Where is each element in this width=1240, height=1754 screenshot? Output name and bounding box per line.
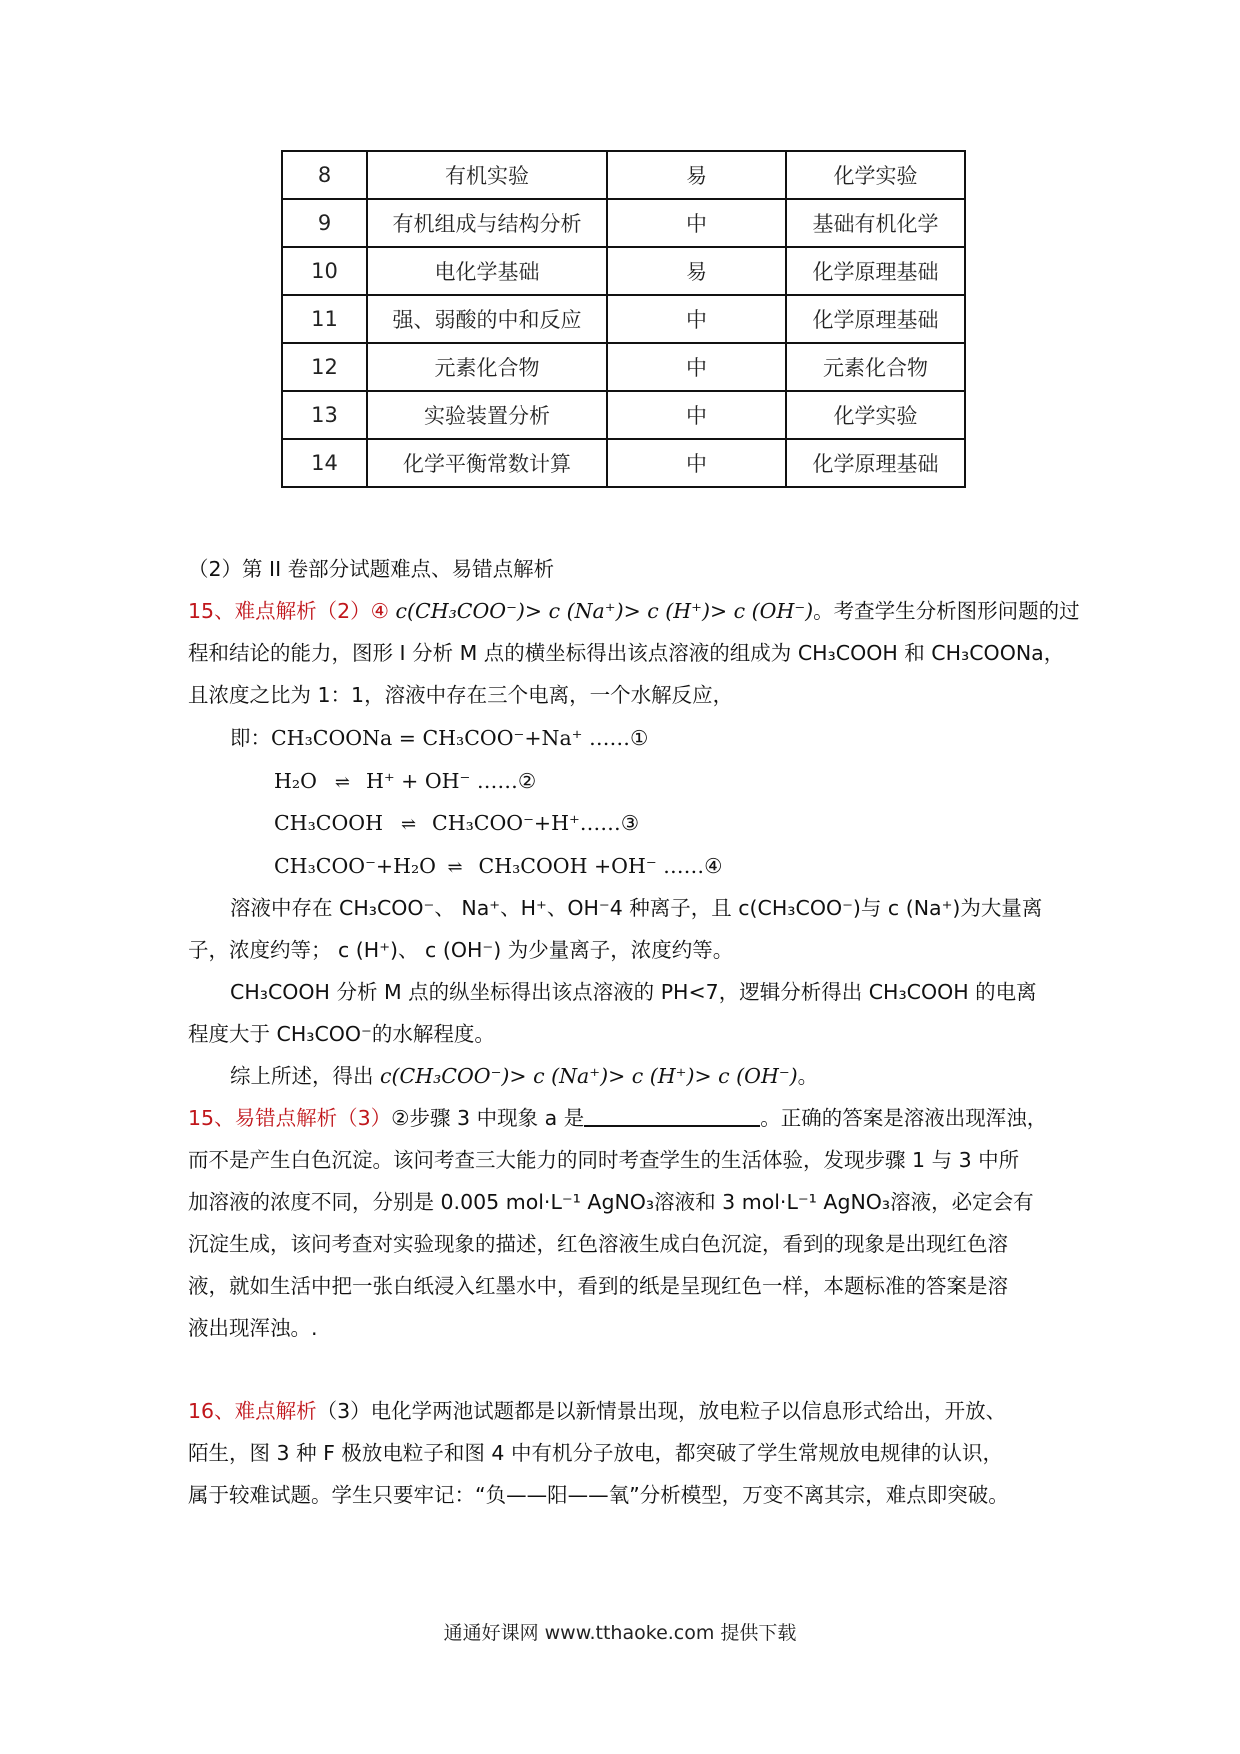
q15-error-line5: 液，就如生活中把一张白纸浸入红墨水中，看到的纸是呈现红色一样，本题标准的答案是溶 [188,1274,1008,1298]
q15-para1-line2: 子，浓度约等； c (H⁺)、 c (OH⁻) 为少量离子，浓度约等。 [188,938,734,962]
table-row [282,391,965,439]
equation-4-right: CH₃COOH +OH⁻ ……④ [478,854,723,878]
cell-topic: 有机实验 [367,151,607,199]
q15-error-line6: 液出现浑浊。. [188,1316,318,1340]
q16-line2: 陌生，图 3 种 F 极放电粒子和图 4 中有机分子放电，都突破了学生常规放电规律的认识， [188,1441,1003,1465]
equation-3 [188,802,1144,847]
equation-1-text: CH₃COONa = CH₃COO⁻+Na⁺ ……① [271,726,649,750]
q16-line3: 属于较难试题。学生只要牢记：“负——阳——氧”分析模型，万变不离其宗，难点即突破。 [188,1483,1009,1507]
equation-1 [188,717,1100,760]
cell-topic: 化学平衡常数计算 [367,439,607,487]
equation-2-left: H₂O [274,769,317,793]
equation-2 [188,760,1144,805]
cell-level: 中 [607,295,786,343]
equilibrium-arrow-icon: ⇌ [400,814,415,835]
q15-error-line1-tail: 。正确的答案是溶液出现浑浊， [760,1106,1048,1130]
cell-topic: 有机组成与结构分析 [367,199,607,247]
cell-area: 元素化合物 [786,343,965,391]
equation-3-left: CH₃COOH [274,811,383,835]
q15-summary-relation: c(CH₃COO⁻)> c (Na⁺)> c (H⁺)> c (OH⁻) [380,1064,798,1088]
topic-table-body [282,151,965,487]
cell-area: 化学原理基础 [786,247,965,295]
q15-line1-tail: 。考查学生分析图形问题的过 [813,599,1080,623]
cell-level: 中 [607,199,786,247]
cell-topic: 强、弱酸的中和反应 [367,295,607,343]
topic-table [281,150,966,488]
q15-summary [188,1055,1100,1098]
cell-area: 化学原理基础 [786,439,965,487]
q15-error-line3: 加溶液的浓度不同，分别是 0.005 mol·L⁻¹ AgNO₃溶液和 3 mol·L⁻¹ AgNO₃溶液，必定会有 [188,1190,1034,1214]
table-row [282,295,965,343]
cell-topic: 实验装置分析 [367,391,607,439]
section-heading [188,548,1058,591]
cell-number: 11 [282,295,367,343]
cell-number: 10 [282,247,367,295]
q15-difficult-line3: 且浓度之比为 1：1，溶液中存在三个电离，一个水解反应， [188,683,734,707]
equation-3-right: CH₃COO⁻+H⁺……③ [432,811,640,835]
table-row [282,343,965,391]
cell-number: 12 [282,343,367,391]
q15-difficult-label: 15、难点解析（2）④ [188,599,390,623]
cell-number: 13 [282,391,367,439]
equation-2-right: H⁺ + OH⁻ ……② [365,769,537,793]
cell-topic: 电化学基础 [367,247,607,295]
q15-difficult-line1 [188,590,1080,633]
q16-line1 [188,1390,1058,1433]
q15-summary-tail: 。 [797,1064,819,1088]
equation-4 [188,845,1144,890]
cell-level: 中 [607,343,786,391]
answer-blank [584,1101,760,1127]
cell-level: 易 [607,247,786,295]
q15-para2-line1: CH₃COOH 分析 M 点的纵坐标得出该点溶液的 PH<7，逻辑分析得出 CH₃COOH 的电离 [230,980,1037,1004]
q15-error-line1 [188,1097,1058,1140]
q15-difficult-line2: 程和结论的能力，图形 I 分析 M 点的横坐标得出该点溶液的组成为 CH₃COOH 和 CH₃COONa， [188,641,1065,665]
cell-area: 化学原理基础 [786,295,965,343]
equation-intro: 即： [230,726,271,750]
cell-number: 14 [282,439,367,487]
q15-relation: c(CH₃COO⁻)> c (Na⁺)> c (H⁺)> c (OH⁻) [395,599,814,623]
cell-level: 中 [607,391,786,439]
q15-error-line2: 而不是产生白色沉淀。该问考查三大能力的同时考查学生的生活体验，发现步骤 1 与 3 中所 [188,1148,1020,1172]
q15-para2-line2: 程度大于 CH₃COO⁻的水解程度。 [188,1022,495,1046]
q15-para1-line1: 溶液中存在 CH₃COO⁻、 Na⁺、H⁺、OH⁻4 种离子，且 c(CH₃COO⁻)与 c (Na⁺)为大量离 [230,896,1043,920]
section-heading-text: （2）第 II 卷部分试题难点、易错点解析 [188,557,555,581]
table-row [282,199,965,247]
table-row [282,439,965,487]
q16-line1-tail: （3）电化学两池试题都是以新情景出现，放电粒子以信息形式给出，开放、 [316,1399,1007,1423]
page-footer: 通通好课网 www.tthaoke.com 提供下载 [443,1622,797,1644]
q15-error-line1-head: ②步骤 3 中现象 a 是 [391,1106,585,1130]
equation-4-left: CH₃COO⁻+H₂O [274,854,436,878]
q15-error-line4: 沉淀生成，该问考查对实验现象的描述，红色溶液生成白色沉淀，看到的现象是出现红色溶 [188,1232,1008,1256]
q15-error-label: 15、易错点解析（3） [188,1106,392,1130]
cell-level: 易 [607,151,786,199]
cell-topic: 元素化合物 [367,343,607,391]
table-row [282,151,965,199]
cell-area: 化学实验 [786,151,965,199]
equilibrium-arrow-icon: ⇌ [447,857,461,878]
q16-label: 16、难点解析 [188,1399,317,1423]
cell-level: 中 [607,439,786,487]
table-row [282,247,965,295]
cell-area: 基础有机化学 [786,199,965,247]
q15-summary-head: 综上所述，得出 [230,1064,381,1088]
cell-number: 9 [282,199,367,247]
cell-number: 8 [282,151,367,199]
cell-area: 化学实验 [786,391,965,439]
equilibrium-arrow-icon: ⇌ [334,772,348,793]
